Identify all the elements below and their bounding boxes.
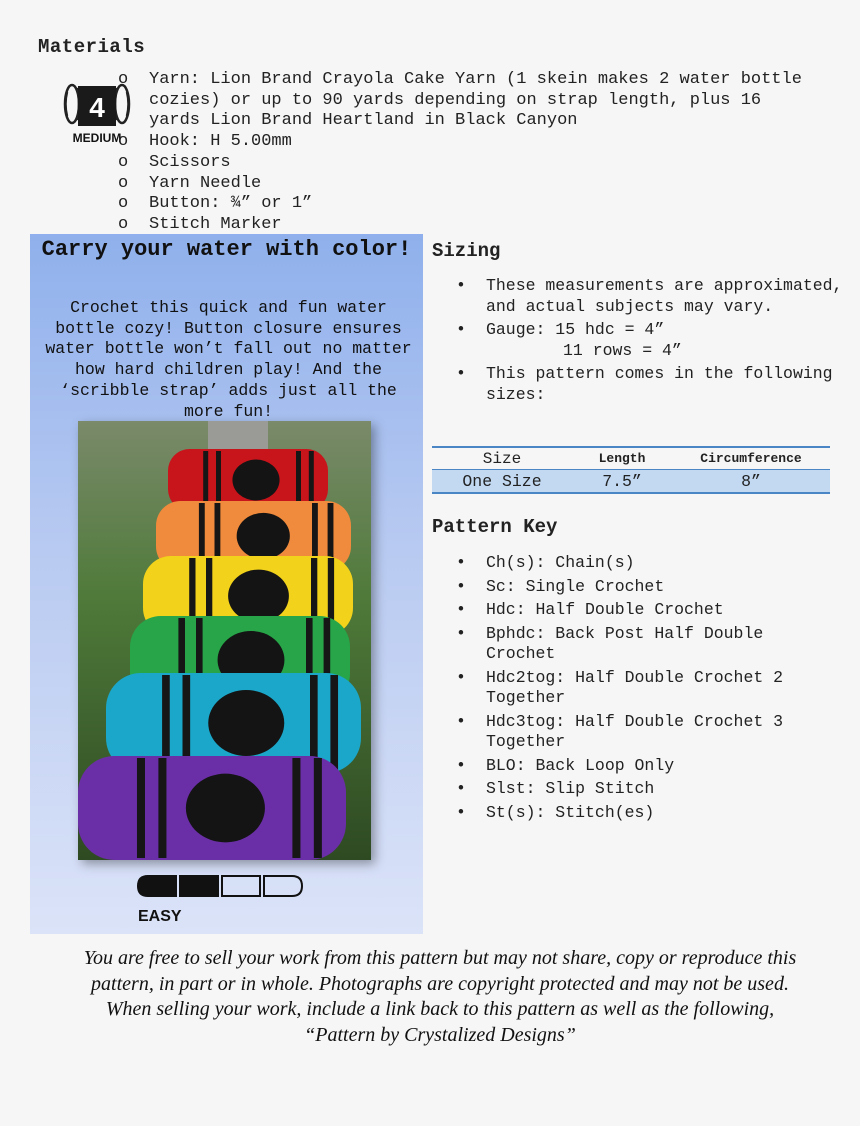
sizes-intro: This pattern comes in the following sizes: <box>486 364 833 404</box>
list-item <box>456 320 846 361</box>
difficulty-bar <box>180 876 218 896</box>
bullet-dot: • <box>456 802 466 822</box>
bullet-dot: • <box>456 779 466 798</box>
bullet-o: o <box>118 214 129 234</box>
copyright-notice: You are free to sell your work from this pattern but may not share, copy or reproduce this pattern, in part or in whole. Photographs are copyright protected and may not be used. When selling your work, include a link back to this pattern as well as the following, “Pattern by Crystalized Designs” <box>83 947 797 1046</box>
materials-item-scissors: Scissors <box>149 152 231 172</box>
list-item <box>456 803 836 824</box>
sizing-note: These measurements are approximated, and actual subjects may vary. <box>486 276 843 316</box>
materials-item-hook: Hook: H 5.00mm <box>149 132 292 152</box>
yarn-weight-number: 4 <box>89 92 105 123</box>
materials-item-marker: Stitch Marker <box>149 214 282 234</box>
promo-title: Carry your water with color! <box>41 237 412 262</box>
materials-item-needle: Yarn Needle <box>149 173 262 193</box>
bullet-o: o <box>118 173 129 193</box>
bullet-dot: • <box>456 711 466 731</box>
list-item <box>456 577 836 598</box>
column-header-size: Size <box>432 447 572 470</box>
bullet-dot: • <box>456 623 466 643</box>
list-item <box>456 276 846 317</box>
photo-illustration <box>78 421 371 860</box>
materials-list <box>118 70 818 236</box>
key-item: Hdc: Half Double Crochet <box>486 600 724 619</box>
materials-item-button: Button: ¾” or 1” <box>149 194 313 214</box>
difficulty-bar <box>138 876 176 896</box>
column-header-length: Length <box>572 447 672 470</box>
bullet-o: o <box>118 152 129 172</box>
crochet-cozies-photo <box>78 421 371 860</box>
list-item <box>118 70 818 132</box>
bullet-o: o <box>118 70 129 89</box>
table-row <box>432 470 830 494</box>
promo-panel <box>30 234 423 934</box>
list-item <box>118 132 818 153</box>
list-item <box>456 624 836 665</box>
list-item <box>118 194 818 215</box>
sizing-heading: Sizing <box>432 240 501 262</box>
promo-description: Crochet this quick and fun water bottle cozy! Button closure ensures water bottle won’t fall out no matter how hard children play! And the ‘scribble strap’ adds just all the more fun! <box>45 298 412 421</box>
bullet-o: o <box>118 132 129 152</box>
key-item: Sc: Single Crochet <box>486 576 665 596</box>
cell-length: 7.5” <box>572 470 672 494</box>
bullet-o: o <box>118 194 129 214</box>
key-item: BLO: Back Loop Only <box>486 755 675 775</box>
difficulty-easy-icon <box>137 874 307 924</box>
key-item: Hdc2tog: Half Double Crochet 2 Together <box>486 667 784 707</box>
bullet-dot: • <box>456 667 466 687</box>
list-item <box>456 553 836 574</box>
list-item <box>456 756 836 777</box>
list-item <box>456 668 836 709</box>
list-item <box>118 174 818 195</box>
key-item: Hdc3tog: Half Double Crochet 3 Together <box>486 711 784 751</box>
difficulty-bar <box>222 876 260 896</box>
materials-item-yarn: Yarn: Lion Brand Crayola Cake Yarn (1 skein makes 2 water bottle cozies) or up to 90 yards depending on strap length, plus 16 yards Lion Brand Heartland in Black Canyon <box>149 70 802 131</box>
difficulty-bar <box>264 876 302 896</box>
gauge-rows: 11 rows = 4” <box>563 340 682 360</box>
bullet-dot: • <box>456 553 466 572</box>
bullet-dot: • <box>456 576 466 596</box>
cell-circumference: 8” <box>672 470 830 494</box>
key-item: Bphdc: Back Post Half Double Crochet <box>486 623 764 663</box>
bullet-dot: • <box>456 755 466 775</box>
bullet-dot: • <box>456 276 466 295</box>
list-item <box>118 215 818 236</box>
difficulty-label: EASY <box>138 908 182 924</box>
pattern-key-list <box>456 553 836 826</box>
column-header-circumference: Circumference <box>672 447 830 470</box>
bullet-dot: • <box>456 320 466 339</box>
key-item: Ch(s): Chain(s) <box>486 553 635 572</box>
cell-size: One Size <box>432 470 572 494</box>
list-item <box>456 364 846 405</box>
materials-heading: Materials <box>38 36 146 58</box>
gauge-stitches: Gauge: 15 hdc = 4” <box>486 320 665 339</box>
list-item <box>118 153 818 174</box>
sizes-table <box>432 446 830 494</box>
list-item <box>456 712 836 753</box>
list-item <box>456 779 836 800</box>
bullet-dot: • <box>456 364 466 383</box>
yarn-weight-label: MEDIUM <box>72 131 122 145</box>
key-item: St(s): Stitch(es) <box>486 802 655 822</box>
table-header-row <box>432 447 830 470</box>
sizing-list <box>456 276 846 408</box>
key-item: Slst: Slip Stitch <box>486 779 655 798</box>
pattern-key-heading: Pattern Key <box>432 516 558 538</box>
cozy-6 <box>78 756 346 860</box>
bullet-dot: • <box>456 600 466 619</box>
list-item <box>456 600 836 621</box>
